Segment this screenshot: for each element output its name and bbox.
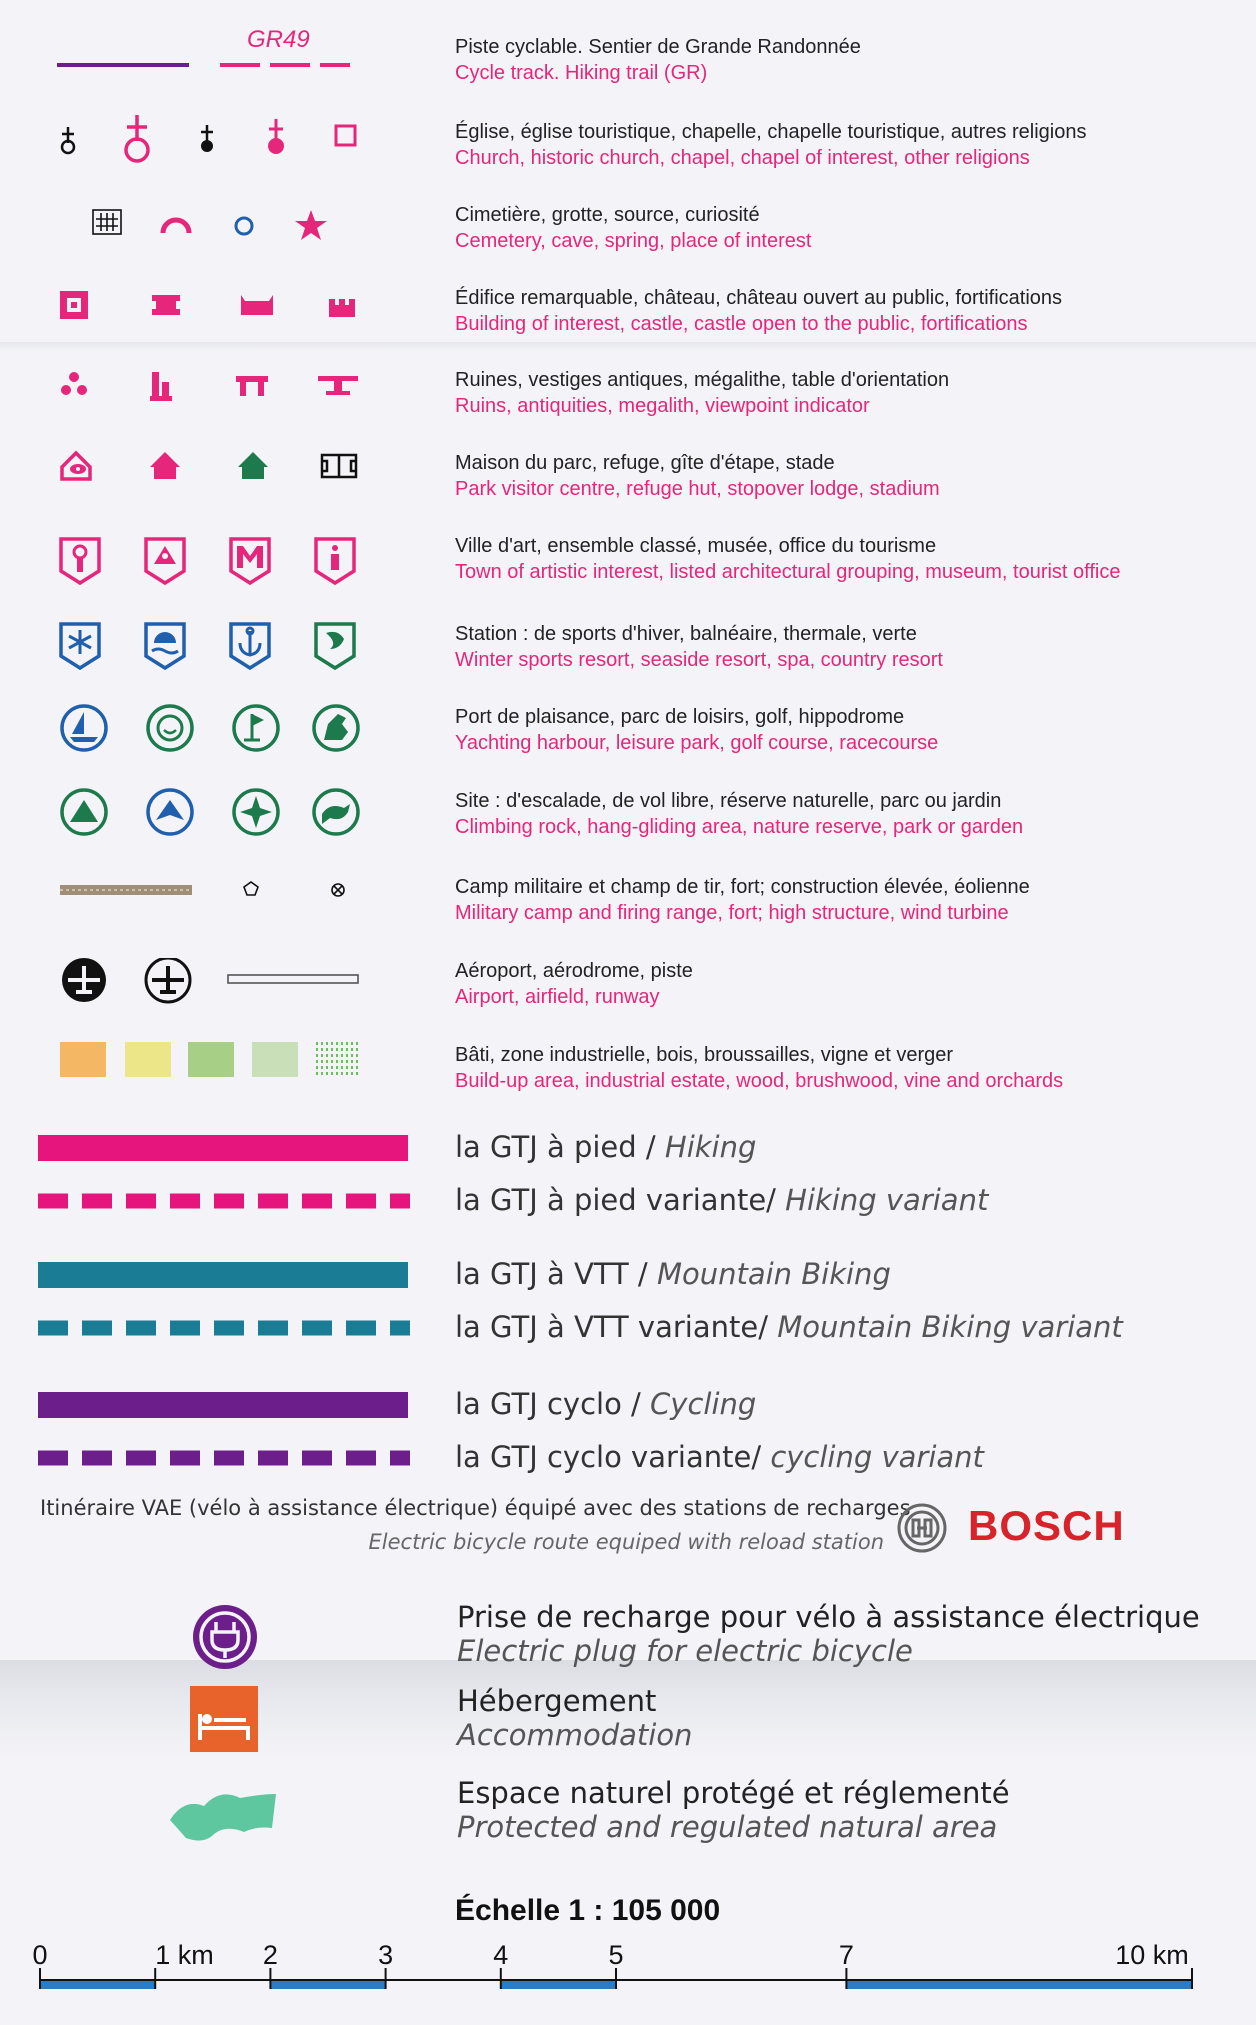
legend-fr: Site : d'escalade, de vol libre, réserve naturelle, parc ou jardin xyxy=(455,790,1002,812)
route-label-en: Mountain Biking xyxy=(656,1257,891,1291)
route-line-solid xyxy=(38,1392,408,1418)
legend-row-harbour xyxy=(0,704,1256,764)
fortifications-icon xyxy=(329,299,355,317)
climbing-rock-icon xyxy=(62,790,106,834)
scale-tick-label: 0 xyxy=(32,1940,48,1970)
town-of-art-symbols xyxy=(58,536,368,588)
scale-segment xyxy=(270,1981,385,1989)
extra-electric-plug xyxy=(457,1600,1200,1668)
winter-sports-icon xyxy=(61,624,99,668)
viewpoint-indicator-icon xyxy=(318,376,358,395)
church-symbols xyxy=(55,115,375,167)
country-resort-icon xyxy=(316,624,354,668)
legend-row-churches xyxy=(0,115,1256,175)
scale-segment xyxy=(40,1981,155,1989)
vae-en: Electric bicycle route equiped with reload station xyxy=(368,1530,884,1554)
legend-fr: Piste cyclable. Sentier de Grande Randonnée xyxy=(455,36,861,58)
stadium-icon xyxy=(322,455,356,477)
route-label-en: Hiking variant xyxy=(785,1183,989,1217)
extra-en: Protected and regulated natural area xyxy=(457,1810,998,1844)
airport-symbols xyxy=(58,958,368,1008)
route-line-dashed xyxy=(38,1318,410,1340)
route-label-fr: la GTJ à pied variante/ xyxy=(455,1183,786,1217)
legend-fr: Église, église touristique, chapelle, chapelle touristique, autres religions xyxy=(455,121,1087,143)
legend-fr: Camp militaire et champ de tir, fort; construction élevée, éolienne xyxy=(455,876,1030,898)
spa-icon xyxy=(231,624,269,668)
place-of-interest-icon xyxy=(295,210,327,240)
route-line-dashed xyxy=(38,1448,410,1470)
vine-orchard-swatch xyxy=(317,1042,357,1077)
scale-bar xyxy=(0,1930,1256,2010)
electric-plug-icon xyxy=(190,1602,260,1672)
park-house-symbols xyxy=(58,449,368,489)
scale-tick-label: 10 km xyxy=(1115,1940,1189,1970)
legend-en: Build-up area, industrial estate, wood, brushwood, vine and orchards xyxy=(455,1070,1064,1092)
scale-tick-label: 4 xyxy=(493,1940,509,1970)
route-label-fr: la GTJ cyclo variante/ xyxy=(455,1440,771,1474)
legend-row-ruins xyxy=(0,366,1256,426)
park-garden-icon xyxy=(314,790,358,834)
legend-row-resorts xyxy=(0,617,1256,677)
legend-row-airport xyxy=(0,958,1256,1018)
airfield-icon xyxy=(146,958,190,1002)
bosch-brand: BOSCH xyxy=(968,1502,1125,1549)
extra-fr: Espace naturel protégé et réglementé xyxy=(457,1776,1010,1810)
route-label-en: cycling variant xyxy=(770,1440,984,1474)
castle-open-icon xyxy=(241,295,273,315)
scale-segment xyxy=(501,1981,616,1989)
runway-icon xyxy=(228,975,358,983)
leisure-park-icon xyxy=(148,706,192,750)
nature-reserve-icon xyxy=(234,790,278,834)
bosch-logo-icon xyxy=(896,1502,948,1554)
legend-row-cycle-track xyxy=(0,26,1256,90)
route-label-en: Hiking xyxy=(664,1130,757,1164)
route-line-solid xyxy=(38,1262,408,1288)
other-religion-icon xyxy=(336,126,355,145)
extra-en: Electric plug for electric bicycle xyxy=(457,1634,913,1668)
cemetery-icon xyxy=(93,210,121,234)
route-label-fr: la GTJ à pied / xyxy=(455,1130,665,1164)
building-symbols xyxy=(58,287,368,327)
legend-row-cemetery xyxy=(0,200,1256,260)
hang-gliding-icon xyxy=(148,790,192,834)
chapel-icon xyxy=(201,125,213,152)
extra-fr: Hébergement xyxy=(457,1684,657,1718)
wood-swatch xyxy=(188,1042,234,1077)
chapel-of-interest-icon xyxy=(268,119,284,154)
ruins-symbols xyxy=(58,368,368,408)
route-line-solid xyxy=(38,1135,408,1161)
megalith-icon xyxy=(236,376,268,396)
legend-en: Building of interest, castle, castle open to the public, fortifications xyxy=(455,313,1028,335)
legend-en: Town of artistic interest, listed architectural grouping, museum, tourist office xyxy=(455,561,1121,583)
town-of-art-icon xyxy=(61,539,99,583)
route-label-en: Mountain Biking variant xyxy=(777,1310,1123,1344)
legend-fr: Port de plaisance, parc de loisirs, golf, hippodrome xyxy=(455,706,905,728)
extra-fr: Prise de recharge pour vélo à assistance électrique xyxy=(457,1600,1200,1634)
cycle-track-gr-symbols xyxy=(55,40,355,90)
cave-icon xyxy=(163,220,189,233)
brushwood-swatch xyxy=(252,1042,298,1077)
museum-icon xyxy=(231,539,269,583)
route-label-en: Cycling xyxy=(650,1387,757,1421)
legend-en: Cycle track. Hiking trail (GR) xyxy=(455,62,708,84)
built-up-swatch xyxy=(60,1042,106,1077)
historic-church-icon xyxy=(126,115,148,161)
legend-row-sites xyxy=(0,788,1256,848)
scale-segment xyxy=(846,1981,1192,1989)
scale-title: Échelle 1 : 105 000 xyxy=(455,1894,721,1927)
golf-course-icon xyxy=(234,706,278,750)
legend-en: Military camp and firing range, fort; high structure, wind turbine xyxy=(455,902,1009,924)
building-of-interest-icon xyxy=(60,291,88,319)
legend-row-military xyxy=(0,874,1256,934)
seaside-resort-icon xyxy=(146,624,184,668)
extra-en: Accommodation xyxy=(457,1718,693,1752)
route-hiking xyxy=(0,1130,1256,1170)
route-cycling xyxy=(0,1387,1256,1427)
route-line-dashed xyxy=(38,1191,410,1213)
legend-en: Ruins, antiquities, megalith, viewpoint indicator xyxy=(455,395,870,417)
legend-fr: Station : de sports d'hiver, balnéaire, thermale, verte xyxy=(455,623,917,645)
ruins-icon xyxy=(61,372,87,395)
natural-area-icon xyxy=(165,1780,280,1850)
castle-icon xyxy=(152,295,180,315)
land-use-swatches xyxy=(60,1042,370,1082)
route-label-fr: la GTJ cyclo / xyxy=(455,1387,651,1421)
legend-en: Park visitor centre, refuge hut, stopover lodge, stadium xyxy=(455,478,940,500)
scale-tick-label: 1 km xyxy=(155,1940,214,1970)
legend-en: Airport, airfield, runway xyxy=(455,986,660,1008)
legend-fr: Ruines, vestiges antiques, mégalithe, table d'orientation xyxy=(455,369,950,391)
fort-icon xyxy=(244,882,258,895)
stopover-lodge-icon xyxy=(238,452,268,479)
legend-row-park-house xyxy=(0,449,1256,509)
harbour-symbols xyxy=(58,704,368,756)
scale-tick-label: 5 xyxy=(608,1940,624,1970)
legend-row-town-of-art xyxy=(0,532,1256,592)
legend-en: Yachting harbour, leisure park, golf course, racecourse xyxy=(455,732,939,754)
route-label-fr: la GTJ à VTT variante/ xyxy=(455,1310,778,1344)
extra-accommodation xyxy=(457,1684,692,1752)
route-cycling-variant xyxy=(0,1440,1256,1480)
antiquities-icon xyxy=(150,372,172,401)
industrial-swatch xyxy=(125,1042,171,1077)
legend-row-buildings xyxy=(0,283,1256,343)
site-symbols xyxy=(58,788,368,840)
legend-fr: Cimetière, grotte, source, curiosité xyxy=(455,204,760,226)
racecourse-icon xyxy=(314,706,358,750)
listed-grouping-icon xyxy=(146,539,184,583)
paper-fold xyxy=(0,342,1256,352)
legend-fr: Ville d'art, ensemble classé, musée, office du tourisme xyxy=(455,535,937,557)
extra-natural-area xyxy=(457,1776,1010,1844)
park-visitor-centre-icon xyxy=(62,453,90,479)
route-hiking-variant xyxy=(0,1183,1256,1223)
legend-fr: Maison du parc, refuge, gîte d'étape, stade xyxy=(455,452,835,474)
resort-symbols xyxy=(58,621,368,673)
tourist-office-icon xyxy=(316,539,354,583)
wind-turbine-icon xyxy=(332,884,344,896)
cycle-track-line xyxy=(57,63,189,67)
bed-icon xyxy=(190,1686,260,1754)
route-mountain-biking xyxy=(0,1257,1256,1297)
legend-en: Climbing rock, hang-gliding area, nature reserve, park or garden xyxy=(455,816,1024,838)
legend-en: Winter sports resort, seaside resort, spa, country resort xyxy=(455,649,943,671)
spring-icon xyxy=(236,218,252,234)
yachting-harbour-icon xyxy=(62,706,106,750)
scale-tick-label: 7 xyxy=(838,1940,854,1970)
legend-fr: Aéroport, aérodrome, piste xyxy=(455,960,693,982)
legend-fr: Bâti, zone industrielle, bois, broussailles, vigne et verger xyxy=(455,1044,954,1066)
legend-en: Cemetery, cave, spring, place of interest xyxy=(455,230,812,252)
military-symbols xyxy=(58,874,368,914)
route-mountain-biking-variant xyxy=(0,1310,1256,1350)
route-label-fr: la GTJ à VTT / xyxy=(455,1257,657,1291)
legend-fr: Édifice remarquable, château, château ouvert au public, fortifications xyxy=(455,287,1063,309)
legend-en: Church, historic church, chapel, chapel of interest, other religions xyxy=(455,147,1030,169)
scale-tick-label: 3 xyxy=(378,1940,394,1970)
gr-label: GR49 xyxy=(247,26,310,53)
refuge-hut-icon xyxy=(150,452,180,479)
cemetery-symbols xyxy=(90,205,340,245)
legend-row-land-use xyxy=(0,1042,1256,1102)
church-icon xyxy=(62,127,74,153)
airport-icon xyxy=(62,958,106,1002)
scale-tick-label: 2 xyxy=(262,1940,278,1970)
vae-fr: Itinéraire VAE (vélo à assistance électrique) équipé avec des stations de recharges xyxy=(40,1496,911,1520)
